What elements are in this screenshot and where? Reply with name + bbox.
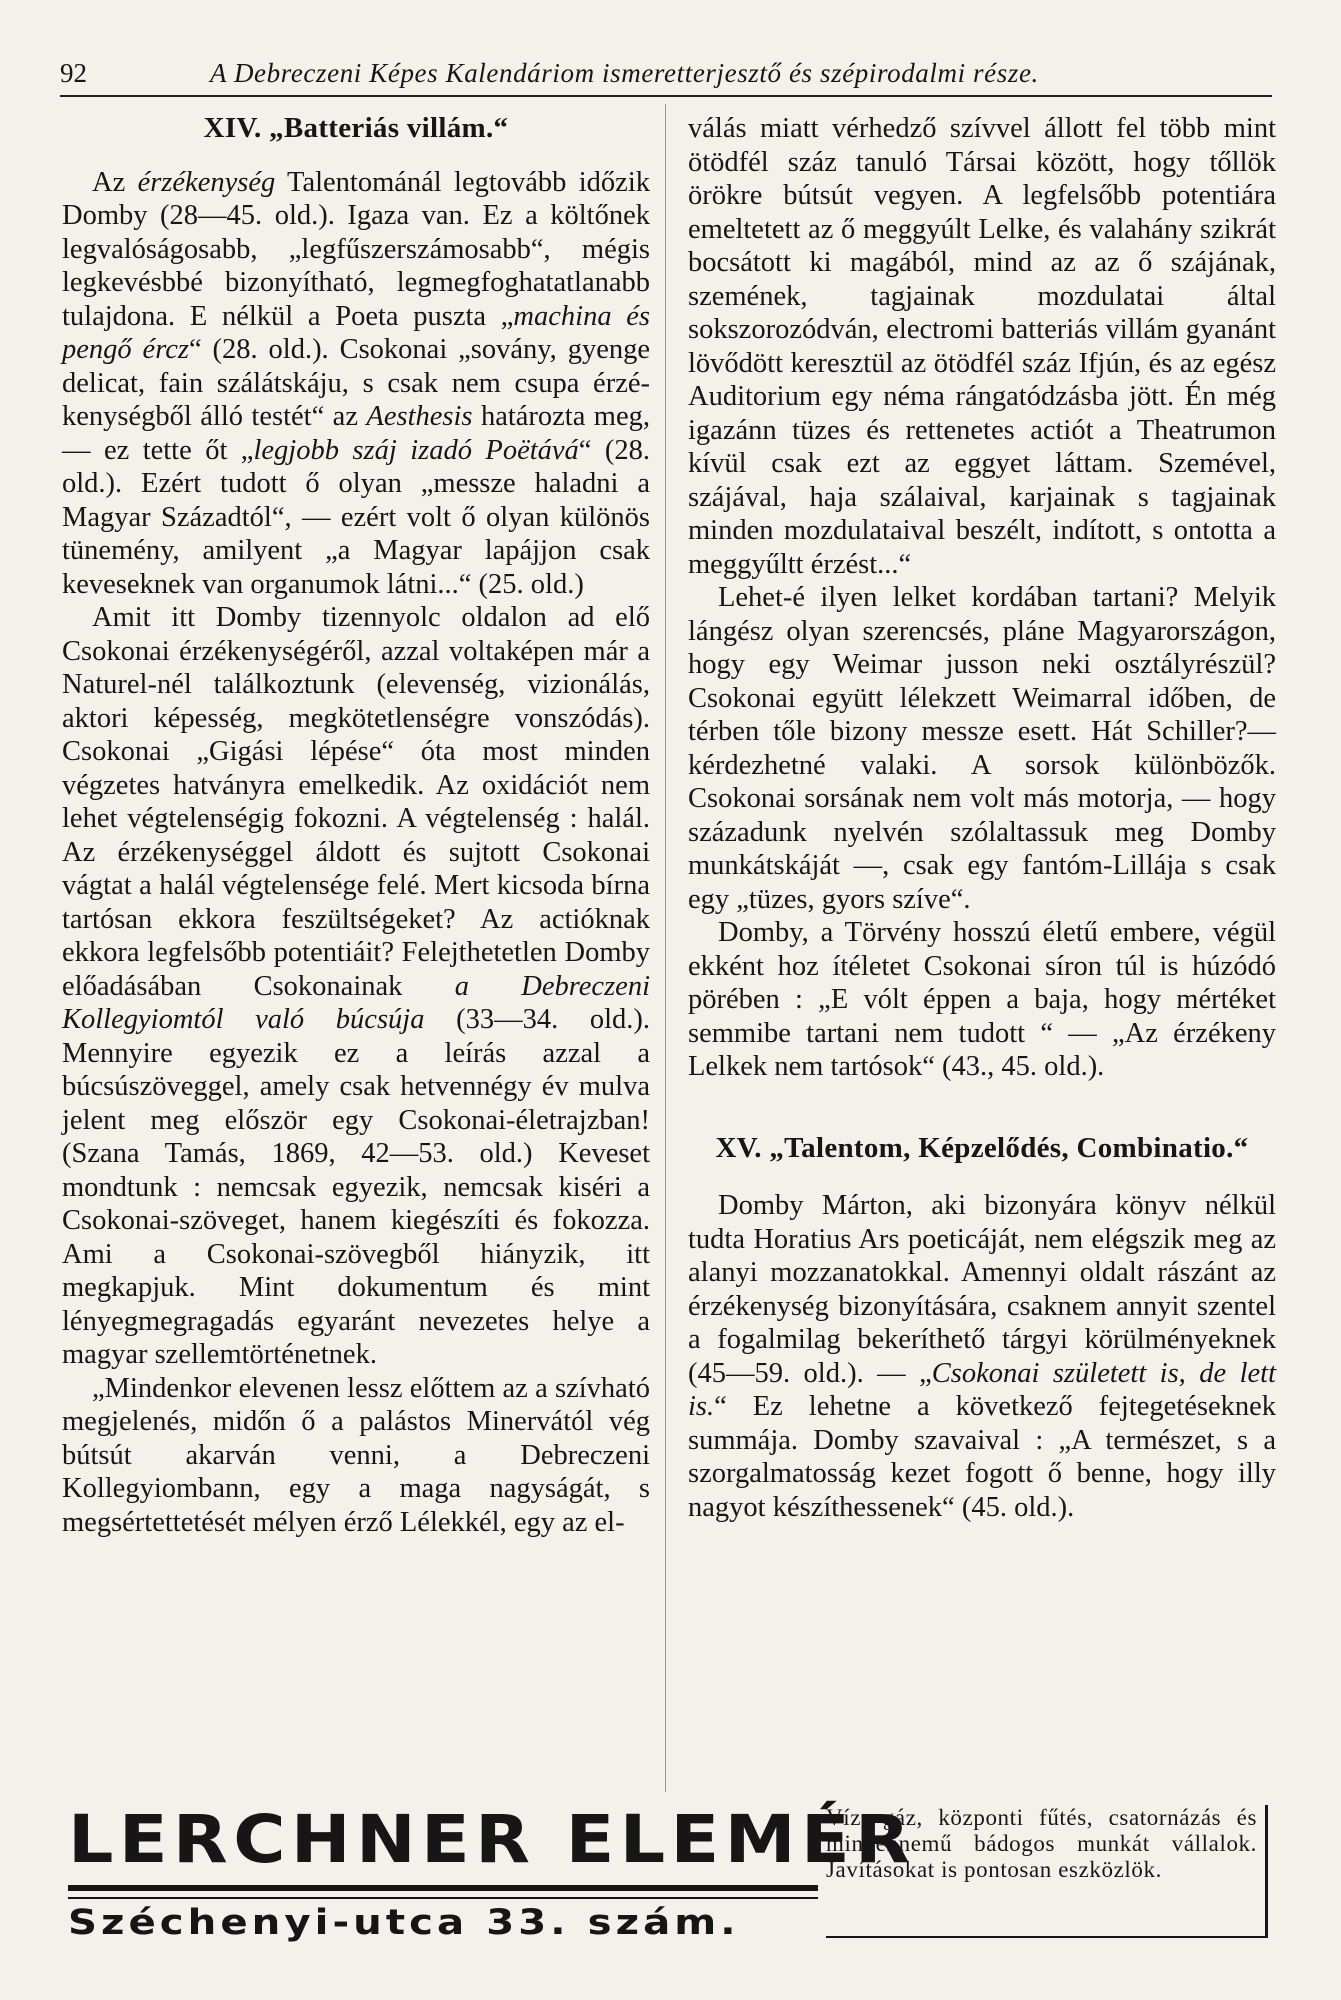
paragraph: Domby, a Törvény hosszú életű embere, végül ekként hoz ítéletet Csokonai síron túl is húzódó pörében : „E vólt éppen a baja, hogy mértéket semmibe tartani nem tudott “ — „Az érzékeny Lelkek nem tartósok“ (43., 45. old.). (688, 917, 1276, 1082)
running-title: A Debreczeni Képes Kalendáriom ismeretterjesztő és szépirodalmi része. (210, 58, 1039, 88)
left-column (62, 112, 650, 1539)
paragraph: Amit itt Domby tizennyolc oldalon ad elő Csokonai érzékenységéről, azzal voltaképen már a Naturel-nél találkoztunk (elevenség, vizionálás, aktori képesség, megkötetlenségre vonszódás). Csokonai „Gigási lépése“ óta most minden végzetes hatványra emelkedik. Az oxidációt nem lehet végtelenségig fokozni. A végtelenség : halál. Az érzékenységgel áldott és sujtott Csokonai vágtat a halál végtelensége felé. Mert kicsoda bírna tartósan ekkora feszültségeket? Az actióknak ekkora legfelsőbb potentiáit? Felejthetetlen Domby előadásában Csokonainak a Debreczeni Kollegyiomtól való búcsúja (33—34. old.). Mennyire egyezik ez a leírás azzal a búcsúszöveggel, amely csak hetvennégy év mulva jelent meg először egy Csokonai-életrajzban! (Szana Tamás, 1869, 42—53. old.) Keveset mondtunk : nemcsak egyezik, nemcsak kiséri a Csokonai-szöveget, hanem kiegészíti és fokozza. Ami a Csokonai-szövegből hiányzik, itt megkapjuk. Mint dokumentum és mint lényegmegragadás egyaránt nevezetes helye a magyar szellemtörténetnek. (62, 602, 650, 1370)
paragraph: Domby Márton, aki bizonyára könyv nélkül tudta Horatius Ars poeticáját, nem elégszik meg az alanyi mozzanatokkal. Amennyi oldalt rászánt az érzékenység bizonyítására, csaknem annyit szentel a fogalmilag bekeríthető tárgyi körülményeknek (45—59. old.). — „Csokonai született is, de lett is.“ Ez lehetne a következő fejtegetéseknek summája. Domby szavaival : „A természet, s a szorgalmatosság kezet fogott ő benne, hogy illy nagyot készíthessenek“ (45. old.). (688, 1190, 1276, 1523)
column-divider (665, 104, 666, 1792)
header-rule (60, 95, 1272, 97)
advertiser-services: Víz, gáz, központi fűtés, csatornázás és mindennemű bádogos munkát vállalok. Javításokat is pontosan eszközlök. (826, 1805, 1268, 1938)
section-heading-xiv: XIV. „Batteriás villám.“ (203, 112, 509, 144)
advertiser-address: Széchenyi-utca 33. szám. (68, 1903, 740, 1943)
page-number: 92 (60, 58, 87, 88)
section-heading-xv: XV. „Talentom, Képzelődés, Combinatio.“ (715, 1131, 1249, 1164)
ad-divider (68, 1897, 818, 1899)
ad-divider (68, 1885, 818, 1891)
paragraph: Az érzékenység Talentománál legtovább időzik Domby (28—45. old.). Igaza van. Ez a költőnek legvalóságosabb, „legfűszerszámosabb“, mégis legkevésbbé bizonyítható, legmegfoghatatlanabb tulajdona. E nélkül a Poeta puszta „machina és pengő ércz“ (28. old.). Csokonai „sovány, gyenge delicat, fain szálátskáju, s csak nem csupa érzékenységből álló testét“ az Aesthesis határozta meg, — ez tette őt „legjobb száj izadó Poëtává“ (28. old.). Ezért tudott ő olyan „messze haladni a Magyar Századtól“, — ezért volt ő olyan különös tünemény, amilyent „a Magyar lapájjon csak keveseknek van organumok látni...“ (25. old.) (62, 166, 651, 600)
advertiser-name: LERCHNER ELEMÉR (68, 1801, 916, 1878)
right-column (688, 112, 1276, 1524)
advertisement (68, 1801, 1278, 1945)
paragraph: Lehet-é ilyen lelket kordában tartani? Melyik lángész olyan szerencsés, pláne Magyarországon, hogy egy Weimar jusson neki osztályrészül? Csokonai együtt lélekzett Weimarral időben, de térben tőle bizony messze esett. Hát Schiller?— kérdezhetné valaki. A sorsok különbözők. Csokonai sorsának nem volt más motorja, — hogy századunk nyelvén szólaltassuk meg Domby munkátskáját —, csak egy fantóm-Lillája s csak egy „tüzes, gyors szíve“. (688, 582, 1276, 915)
paragraph: válás miatt vérhedző szívvel állott fel több mint ötödfél száz tanuló Társai között, hogy tőllök örökre bútsút vegyen. A legfelsőbb potentiára emeltetett az ő meggyúlt Lelke, és valahány szikrát bocsátott ki magából, mind az az ő szájának, szemének, tagjainak mozdulatai által sokszorozódván, electromi batteriás villám gyanánt lövődött keresztül az ötödfél száz Ifjún, és az egész Auditorium egy néma rángatódzásba jött. Én még igazánn tüzes és rettenetes actiót a Theatrumon kívül csak ezt az eggyet láttam. Szemével, szájával, haja szálaival, karjainak s tagjainak minden mozdulataival beszélt, indított, s ontotta a meggyűltt érzést...“ (688, 113, 1276, 580)
paragraph: „Mindenkor elevenen lessz előttem az a szívható megjelenés, midőn ő a palástos Minervától vég bútsút akarván venni, a Debreczeni Kollegyiombann, egy a maga nagyságát, s megsértettetését mélyen érző Lélekkél, egy az el- (62, 1372, 650, 1538)
